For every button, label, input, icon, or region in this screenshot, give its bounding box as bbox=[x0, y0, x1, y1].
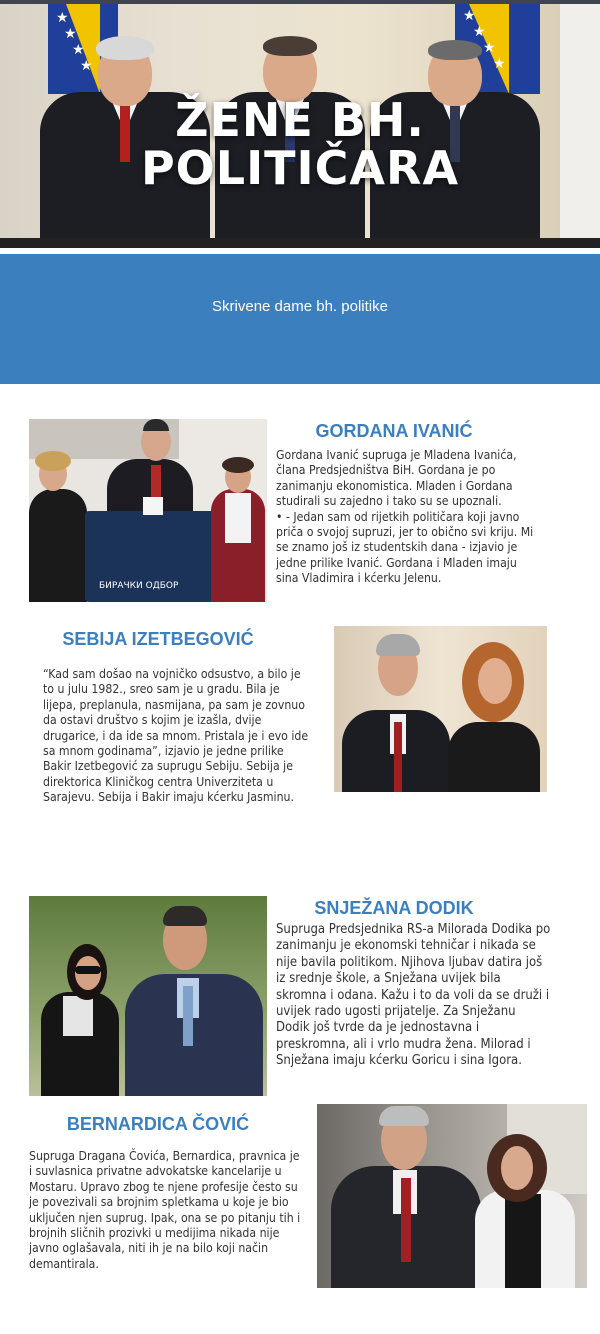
section-text-gordana: Gordana Ivanić supruga je Mladena Ivanića, člana Predsjedništva BiH. Gordana je po zanimanju ekonomistica. Mladen i Gordana studirali su zajedno i tako su se upoznali. • - Jedan sam od rijetkih političara koji javno priča o svojoj supruzi, jer to obično svi kriju. Mi se znamo još iz studentskih dana - izjavio je jedne prilike Ivanić. Gordana i Mladen imaju sina Vladimira i kćerku Jelenu. bbox=[276, 448, 534, 586]
section-text-sebija: “Kad sam došao na vojničko odsustvo, a bilo je to u julu 1982., sreo sam je u gradu. Bila je lijepa, preplanula, nasmijana, pa sam je zovnuo da ostavi društvo s kojim je izašla, dvije drugarice, i da ide sa mnom. Pristala je i evo ide sa mnom godinama”, izjavio je jedne prilike Bakir Izetbegović za suprugu Sebiju. Sebija je direktorica Kliničkog centra Univerziteta u Sarajevu. Sebija i Bakir imaju kćerku Jasminu. bbox=[43, 667, 309, 805]
hero-banner bbox=[0, 4, 600, 242]
photo-gordana-ivanic bbox=[29, 419, 267, 602]
photo-snjezana-dodik bbox=[29, 896, 267, 1096]
ballot-box-sign: БИРАЧКИ ОДБОР bbox=[99, 581, 179, 591]
flag-right: ★ ★ ★ ★ bbox=[455, 4, 540, 94]
photo-bernardica-covic bbox=[317, 1104, 587, 1288]
section-text-bernardica: Supruga Dragana Čovića, Bernardica, pravnica je i suvlasnica privatne advokatske kancelarije u Mostaru. Upravo zbog te njene profesije često su je povezivali sa brojnim spletkama u koje je bio uključen njen suprug. Ipak, ona se po pitanju tih i brojnih sličnih prozivki u medijima nikada nije javno oglašavala, niti ih je na bilo koji način demantirala. bbox=[29, 1149, 301, 1271]
section-title-bernardica: BERNARDICA ČOVIĆ bbox=[66, 1114, 250, 1134]
section-text-snjezana: Supruga Predsjednika RS-a Milorada Dodika po zanimanju je ekonomski tehničar i nikada se nije bavila politikom. Njihova ljubav datira još iz srednje škole, a Snježana uvijek bila skromna i odana. Kažu i to da voli da se druži i uvijek rado ugosti prijatelje. Za Snježanu Dodik još tvrde da je jednostavna i preskromna, ali i vrlo mudra žena. Milorad i Snježana imaju kćerku Goricu i sina Igora. bbox=[276, 922, 551, 1069]
flag-left: ★ ★ ★ ★ bbox=[48, 4, 118, 94]
section-title-sebija: SEBIJA IZETBEGOVIĆ bbox=[62, 629, 254, 649]
section-title-gordana: GORDANA IVANIĆ bbox=[315, 421, 473, 441]
hero-bottom-strip bbox=[0, 238, 600, 248]
section-title-snjezana: SNJEŽANA DODIK bbox=[314, 898, 474, 918]
banner-subtitle: Skrivene dame bh. politike bbox=[212, 298, 388, 315]
photo-sebija-izetbegovic bbox=[334, 626, 547, 792]
hero-title: ŽENE BH. POLITIČARA bbox=[140, 93, 460, 195]
subtitle-banner bbox=[0, 254, 600, 384]
